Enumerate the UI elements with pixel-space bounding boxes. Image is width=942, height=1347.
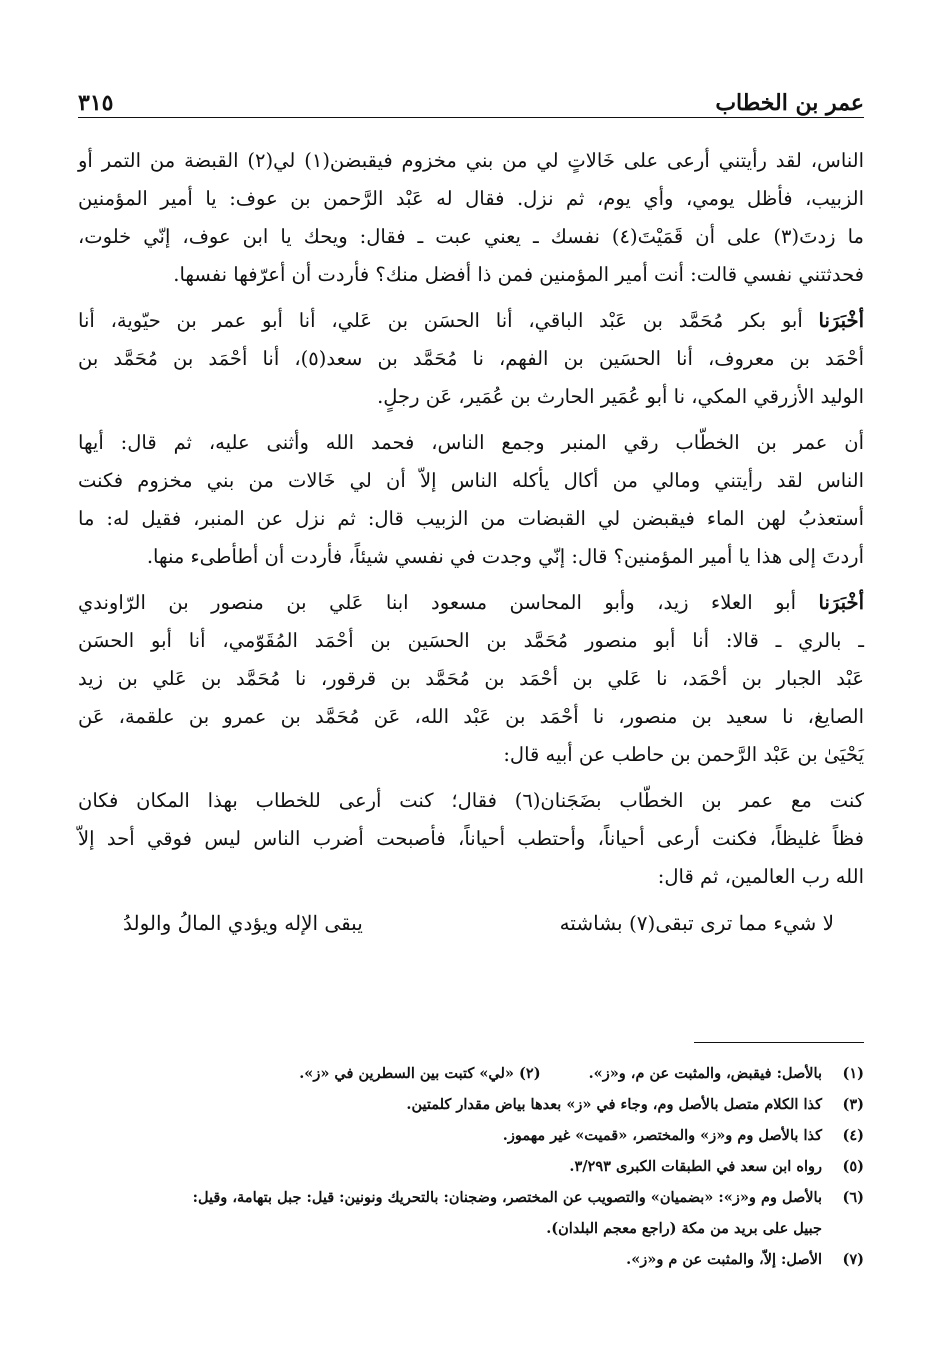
- text-line: الناس لقد رأيتني ومالي من أكال يأكله الناس إلاّ أن لي خَالات من بني مخزوم فكنت: [78, 469, 864, 492]
- text-line: الوليد الأزرقي المكي، نا أبو عُمَير الحارث بن عُمَير، عَن رجلٍ.: [377, 385, 864, 408]
- paragraph-2: [78, 302, 864, 416]
- footnote-rule: [694, 1042, 864, 1043]
- page-header: [78, 78, 864, 116]
- footnote-inline: [299, 1058, 540, 1089]
- footnote-item: [78, 1120, 864, 1151]
- footnote-text: كذا بالأصل وم و«ز» والمختصر، «قميت» غير مهموز.: [502, 1127, 822, 1144]
- footnote-number: (٢): [519, 1065, 541, 1082]
- text-line: الزبيب، فأظل يومي، وأي يوم، ثم نزل. فقال له عَبْد الرَّحمن بن عوف: يا أمير المؤمنين: [78, 187, 864, 210]
- verse-first-hemistich: لا شيء مما ترى تبقى(٧) بشاشته: [559, 911, 834, 935]
- text-segment: أبو العلاء زيد، وأبو المحاسن مسعود ابنا عَلي بن منصور بن الرّاوندي: [78, 591, 819, 614]
- footnote-number: (٦): [842, 1189, 864, 1206]
- text-segment: أبو بكر مُحَمَّد بن عَبْد الباقي، أنا الحسَن بن عَلي، أنا أبو عمر بن حيّوية، أنا: [78, 309, 819, 332]
- footnote-item: [78, 1244, 864, 1275]
- paragraph-5: [78, 782, 864, 896]
- text-line: أن عمر بن الخطّاب رقي المنبر وجمع الناس، فحمد الله وأثنى عليه، ثم قال: أيها: [78, 431, 864, 454]
- footnote-number: (٣): [842, 1096, 864, 1113]
- footnote-number: (٤): [842, 1127, 864, 1144]
- footnote-number: (١): [842, 1065, 864, 1082]
- footnote-text: كذا الكلام متصل بالأصل وم، وجاء في «ز» بعدها بياض مقدار كلمتين.: [406, 1096, 822, 1113]
- text-line: ـ بالري ـ قالا: أنا أبو منصور مُحَمَّد بن الحسَين بن أحْمَد المُقَوّمي، أنا أبو الحسَن: [78, 629, 864, 652]
- text-line: كنت مع عمر بن الخطّاب بضَجَنان(٦) فقال؛ كنت أرعى للخطاب بهذا المكان فكان: [78, 789, 864, 812]
- text-line: ما زدتَ(٣) على أن قَمَيْتَ(٤) نفسك ـ يعني عبت ـ فقال: ويحك يا ابن عوف، إنّي خلوت،: [78, 225, 864, 248]
- verse-second-hemistich: يبقى الإله ويؤدي المالُ والولدُ: [123, 911, 363, 935]
- text-line: أحْمَد بن معروف، أنا الحسَين بن الفهم، نا مُحَمَّد بن سعد(٥)، أنا أحْمَد بن مُحَمَّد بن: [78, 347, 865, 370]
- text-line: فظاً غليظاً، فكنت أرعى أحياناً، وأحتطب أحياناً، فأصبحت أضرب الناس ليس فوقي أحد إلاّ: [78, 827, 864, 850]
- footnote-text: رواه ابن سعد في الطبقات الكبرى ٣/٢٩٣.: [569, 1158, 822, 1175]
- footnote-item: [78, 1089, 864, 1120]
- footnote-text: الأصل: إلاّ، والمثبت عن م و«ز».: [626, 1251, 822, 1268]
- akhbarana-lead: أخْبَرَنا: [818, 591, 864, 614]
- paragraph-4: [78, 584, 864, 774]
- text-line: أستعذبُ لهن الماء فيقبضن لي القبضات من الزبيب قال: ثم نزل عن المنبر، فقيل له: ما: [78, 507, 864, 530]
- akhbarana-lead: أخْبَرَنا: [818, 309, 864, 332]
- text-line: الصايغ، نا سعيد بن منصور، نا أحْمَد بن عَبْد الله، عَن مُحَمَّد بن عمرو بن علقمة، عَن: [78, 705, 864, 728]
- page-number: ٣١٥: [78, 90, 114, 116]
- text-line: الله رب العالمين، ثم قال:: [657, 865, 864, 888]
- text-line: [78, 584, 864, 622]
- footnote-item: [78, 1058, 864, 1089]
- poetry-verse: [78, 904, 864, 942]
- header-rule: [78, 117, 864, 118]
- paragraph-1: [78, 142, 864, 294]
- text-line: عَبْد الجبار بن أحْمَد، نا عَلي بن أحْمَد بن مُحَمَّد بن قرقور، نا مُحَمَّد بن عَلي بن زيد: [78, 667, 864, 690]
- footnote-item: [78, 1151, 864, 1182]
- footnote-number: (٥): [842, 1158, 864, 1175]
- text-line: يَحْيَىٰ بن عَبْد الرَّحمن بن حاطب عن أبيه قال:: [503, 743, 864, 766]
- footnote-text-part: «لي» كتبت بين السطرين في «ز».: [299, 1065, 514, 1082]
- footnotes: [78, 1058, 864, 1275]
- footnote-continuation: جبيل على بريد من مكة (راجع معجم البلدان).: [546, 1220, 822, 1237]
- footnote-text: [78, 1058, 822, 1089]
- text-line: [78, 302, 864, 340]
- text-line: الناس، لقد رأيتني أرعى على خَالاتٍ لي من بني مخزوم فيقبضن(١) لي(٢) القبضة من التمر أو: [78, 149, 865, 172]
- paragraph-3: [78, 424, 864, 576]
- footnote-number: (٧): [842, 1251, 864, 1268]
- footnote-text-part: بالأصل: فيقبض، والمثبت عن م، و«ز».: [588, 1065, 822, 1082]
- text-line: فحدثتني نفسي قالت: أنت أمير المؤمنين فمن ذا أفضل منك؟ فأردت أن أعرّفها نفسها.: [173, 263, 864, 286]
- running-title: عمر بن الخطاب: [715, 90, 864, 116]
- footnote-text: بالأصل وم و«ز»: «بضميان» والتصويب عن المختصر، وضجنان: بالتحريك ونونين: قيل: جبل بتهامة، وقيل:: [192, 1189, 822, 1206]
- footnote-item: [78, 1182, 864, 1213]
- main-text: [78, 142, 864, 942]
- text-line: أردتَ إلى هذا يا أمير المؤمنين؟ قال: إنّي وجدت في نفسي شيئاً، فأردت أن أطأطىء منها.: [146, 545, 864, 568]
